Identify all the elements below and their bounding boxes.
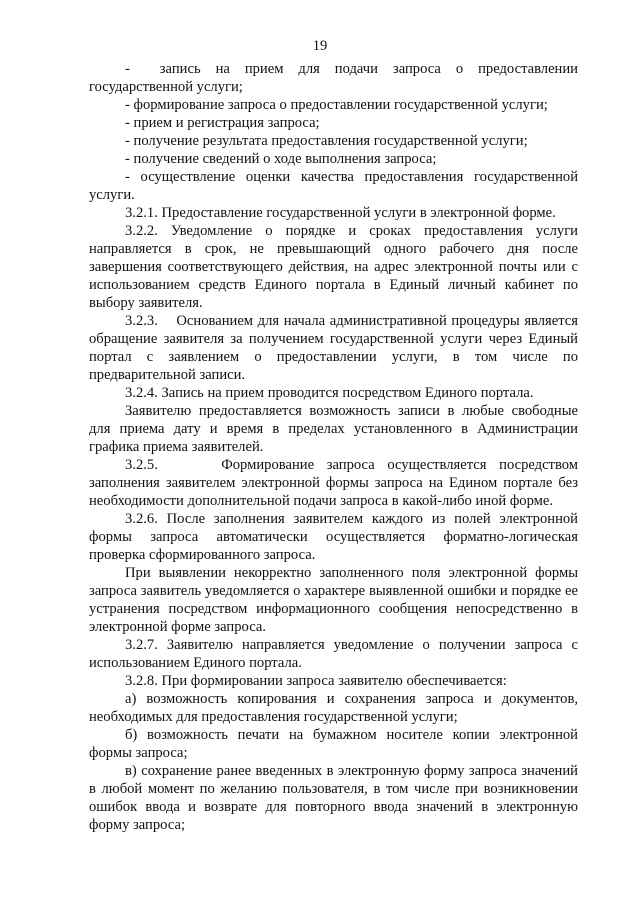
list-item-status-info: - получение сведений о ходе выполнения запроса; — [125, 151, 437, 167]
list-item-appointment: - запись на прием для подачи запроса о предоставлении государственной услуги; — [89, 61, 578, 95]
sub-item-v: в) сохранение ранее введенных в электронную форму запроса значений в любой момент по желанию пользователя, в том числе при возникновении ошибок ввода и возврате для повторного ввода значений в электронную форму запроса; — [89, 763, 578, 833]
page-number: 19 — [312, 38, 328, 54]
list-item-quality-assessment: - осуществление оценки качества предоставления государственной услуги. — [89, 169, 578, 203]
document-body — [89, 60, 578, 834]
sub-item-b: б) возможность печати на бумажном носителе копии электронной формы запроса; — [89, 727, 578, 761]
paragraph-error-notification: При выявлении некорректно заполненного поля электронной формы запроса заявитель уведомляется о характере выявленной ошибки и порядке ее устранения посредством информационного сообщения непосредственно в электронной форме запроса. — [89, 565, 578, 635]
list-item-request-forming: - формирование запроса о предоставлении государственной услуги; — [125, 97, 548, 113]
list-item-result: - получение результата предоставления государственной услуги; — [125, 133, 528, 149]
list-item-registration: - прием и регистрация запроса; — [125, 115, 320, 131]
clause-3-2-3: 3.2.3. Основанием для начала административной процедуры является обращение заявителя за получением государственной услуги через Единый портал с заявлением о предоставлении услуги, в том числе по предварительной записи. — [89, 313, 578, 383]
clause-3-2-5: 3.2.5. Формирование запроса осуществляется посредством заполнения заявителем электронной формы запроса на Едином портале без необходимости дополнительной подачи запроса в какой-либо иной форме. — [89, 457, 578, 509]
clause-3-2-1: 3.2.1. Предоставление государственной услуги в электронной форме. — [125, 205, 556, 221]
clause-3-2-7: 3.2.7. Заявителю направляется уведомление о получении запроса с использованием Единого портала. — [89, 637, 578, 671]
clause-3-2-2: 3.2.2. Уведомление о порядке и сроках предоставления услуги направляется в срок, не превышающий одного рабочего дня после завершения соответствующего действия, на адрес электронной почты или с использованием средств Единого портала в Единый личный кабинет по выбору заявителя. — [89, 223, 578, 311]
clause-3-2-6: 3.2.6. После заполнения заявителем каждого из полей электронной формы запроса автоматически осуществляется форматно-логическая проверка сформированного запроса. — [89, 511, 578, 563]
clause-3-2-4: 3.2.4. Запись на прием проводится посредством Единого портала. — [125, 385, 534, 401]
clause-3-2-8: 3.2.8. При формировании запроса заявителю обеспечивается: — [125, 673, 507, 689]
sub-item-a: а) возможность копирования и сохранения запроса и документов, необходимых для предоставления государственной услуги; — [89, 691, 578, 725]
paragraph-appointment-slots: Заявителю предоставляется возможность записи в любые свободные для приема дату и время в пределах установленного в Администрации графика приема заявителей. — [89, 403, 578, 455]
